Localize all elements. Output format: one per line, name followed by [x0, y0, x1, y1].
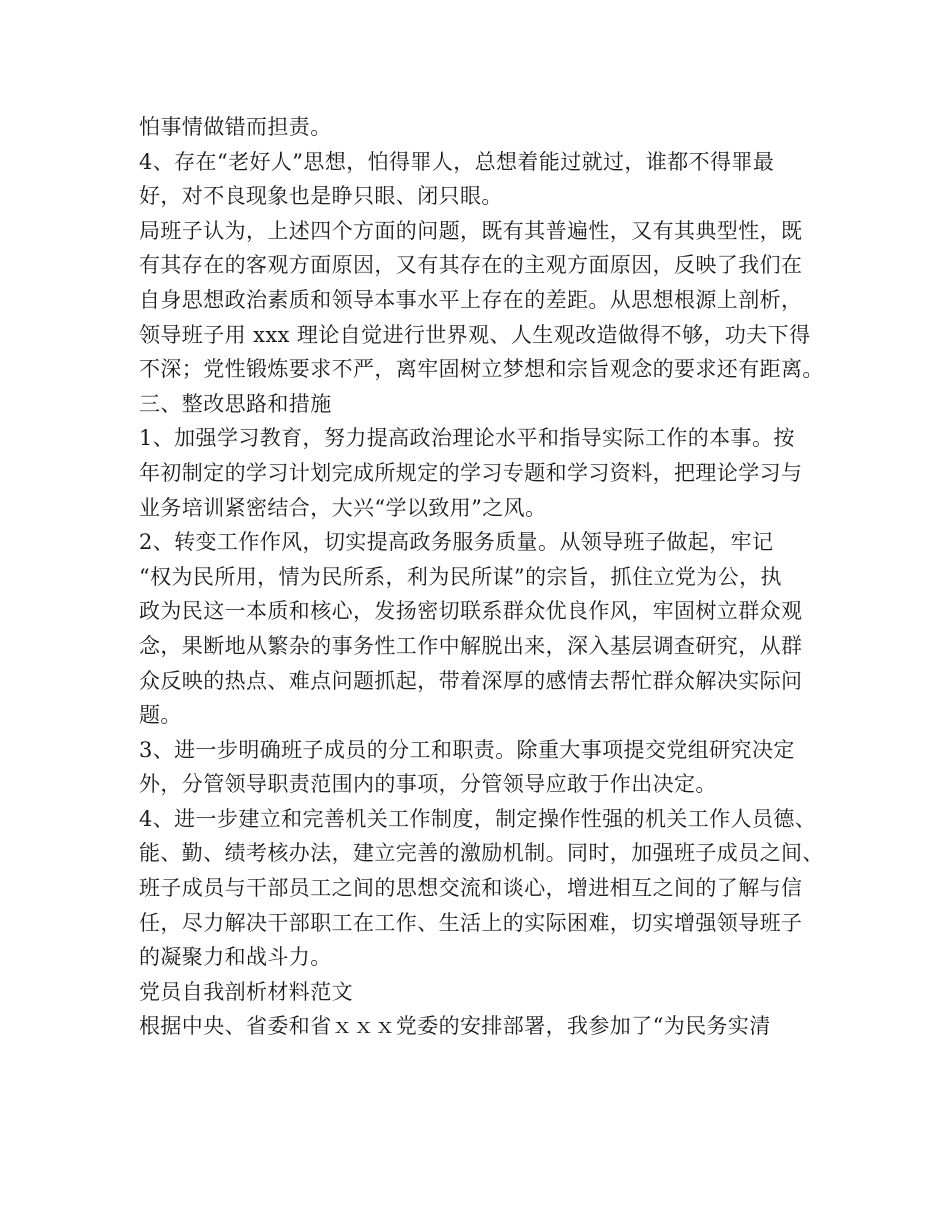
text-line: 好，对不良现象也是睁只眼、闭只眼。 — [139, 184, 503, 209]
text-line: 业务培训紧密结合，大兴“学以致用”之风。 — [139, 495, 547, 520]
text-line: 班子成员与干部员工之间的思想交流和谈心，增进相互之间的了解与信 — [139, 876, 803, 901]
text-line: 任，尽力解决干部职工在工作、生活上的实际困难，切实增强领导班子 — [139, 910, 803, 935]
text-line: 局班子认为，上述四个方面的问题，既有其普遍性，又有其典型性，既 — [139, 218, 803, 243]
text-line: 4、存在“老好人”思想，怕得罪人，总想着能过就过，谁都不得罪最 — [139, 149, 775, 174]
text-line: 自身思想政治素质和领导本事水平上存在的差距。从思想根源上剖析， — [139, 287, 803, 312]
document-title: 党员自我剖析材料范文 — [139, 979, 353, 1004]
text-line: 政为民这一本质和核心，发扬密切联系群众优良作风，牢固树立群众观 — [139, 599, 803, 624]
text-line: 外，分管领导职责范围内的事项，分管领导应敢于作出决定。 — [139, 772, 717, 797]
text-line: 有其存在的客观方面原因，又有其存在的主观方面原因，反映了我们在 — [139, 253, 803, 278]
text-line: 3、进一步明确班子成员的分工和职责。除重大事项提交党组研究决定 — [139, 737, 795, 762]
text-line: 题。 — [139, 703, 182, 728]
text-line: 领导班子用 xxx 理论自觉进行世界观、人生观改造做得不够，功夫下得 — [139, 322, 811, 347]
text-line: “权为民所用，情为民所系，利为民所谋”的宗旨，抓住立党为公，执 — [139, 564, 782, 589]
text-line: 的凝聚力和战斗力。 — [139, 945, 332, 970]
text-line: 念，果断地从繁杂的事务性工作中解脱出来，深入基层调查研究，从群 — [139, 633, 803, 658]
text-line: 怕事情做错而担责。 — [139, 115, 332, 139]
text-line: 2、转变工作作风，切实提高政务服务质量。从领导班子做起，牢记 — [139, 530, 774, 555]
section-heading: 三、整改思路和措施 — [139, 391, 332, 416]
text-line: 1、加强学习教育，努力提高政治理论水平和指导实际工作的本事。按 — [139, 426, 795, 451]
text-line: 能、勤、绩考核办法，建立完善的激励机制。同时，加强班子成员之间、 — [139, 841, 824, 866]
document-body — [139, 110, 829, 1044]
text-line: 根据中央、省委和省ｘｘｘ党委的安排部署，我参加了“为民务实清 — [139, 1014, 771, 1039]
text-line: 年初制定的学习计划完成所规定的学习专题和学习资料，把理论学习与 — [139, 460, 803, 485]
text-line: 不深；党性锻炼要求不严，离牢固树立梦想和宗旨观念的要求还有距离。 — [139, 357, 824, 382]
text-line: 4、进一步建立和完善机关工作制度，制定操作性强的机关工作人员德、 — [139, 806, 817, 831]
text-line: 众反映的热点、难点问题抓起，带着深厚的感情去帮忙群众解决实际问 — [139, 668, 803, 693]
